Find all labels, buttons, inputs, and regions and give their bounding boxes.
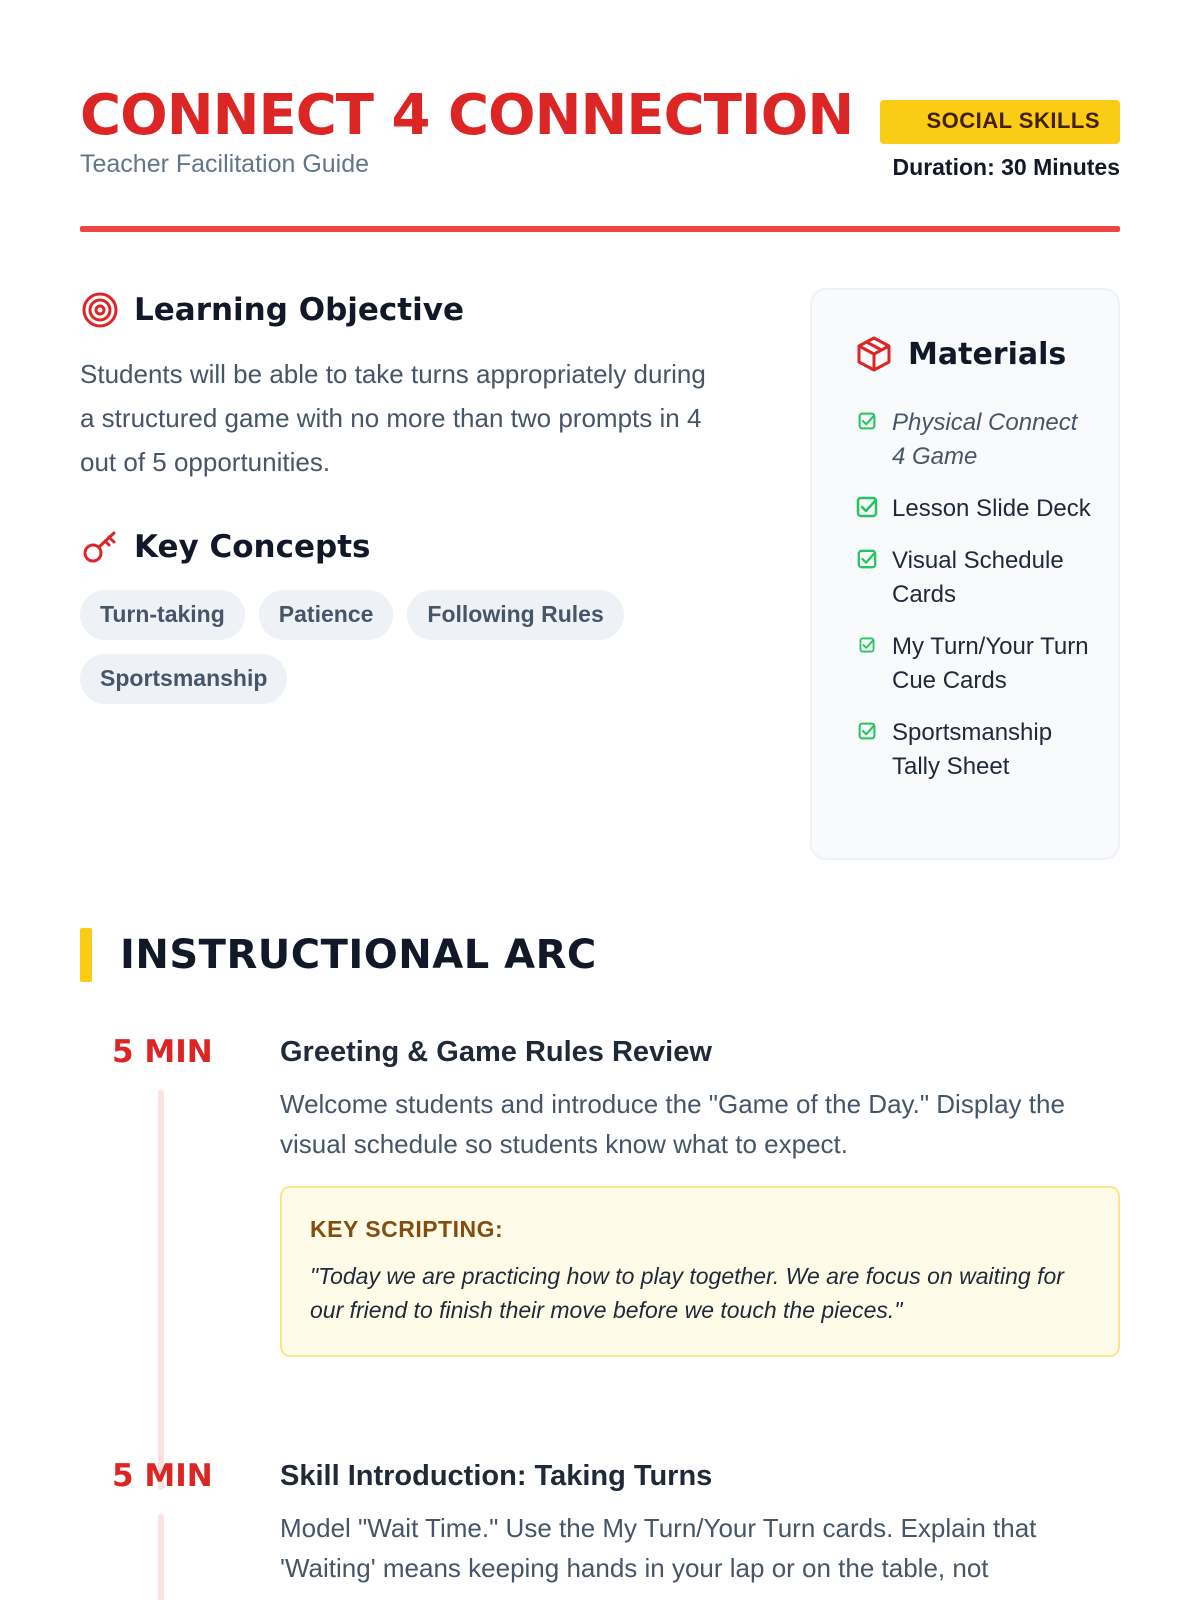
- check-square-icon: [854, 408, 880, 434]
- step-title: Skill Introduction: Taking Turns: [280, 1460, 713, 1492]
- learning-objective-text: Students will be able to take turns appropriately during a structured game with no more than two prompts in 4 out of 5 opportunities.: [80, 359, 706, 477]
- concept-chip: Turn-taking: [80, 590, 245, 640]
- materials-heading: [854, 334, 1066, 374]
- material-label: Lesson Slide Deck: [892, 495, 1091, 522]
- instructional-arc-heading: [80, 928, 597, 982]
- concept-chip: Sportsmanship: [80, 654, 287, 704]
- duration-label: Duration: 30 Minutes: [892, 154, 1120, 180]
- key-concepts-heading: [80, 527, 370, 567]
- check-square-icon: [854, 494, 880, 520]
- material-item: [854, 406, 1094, 474]
- key-icon: [80, 527, 120, 567]
- key-scripting-text: "Today we are practicing how to play together. We are focus on waiting for our friend to finish their move before we touch the pieces.": [310, 1263, 1064, 1323]
- step-duration: 5 MIN: [112, 1458, 213, 1494]
- material-label: Visual Schedule Cards: [892, 547, 1064, 608]
- material-label: Physical Connect 4 Game: [892, 409, 1078, 470]
- materials-title: Materials: [908, 336, 1067, 372]
- page-title: CONNECT 4 CONNECTION: [80, 83, 854, 148]
- key-scripting-box: [280, 1186, 1120, 1357]
- material-item: [854, 492, 1094, 526]
- check-square-icon: [854, 546, 880, 572]
- check-square-icon: [854, 632, 880, 658]
- key-scripting-label: KEY SCRIPTING:: [310, 1216, 504, 1242]
- material-label: My Turn/Your Turn Cue Cards: [892, 633, 1089, 694]
- material-item: [854, 716, 1094, 784]
- target-icon: [80, 290, 120, 330]
- step-duration: 5 MIN: [112, 1034, 213, 1070]
- concept-chip: Following Rules: [407, 590, 623, 640]
- step-description: Welcome students and introduce the "Game of the Day." Display the visual schedule so students know what to expect.: [280, 1089, 1065, 1159]
- timeline-connector: [158, 1090, 164, 1490]
- page-header: [80, 84, 1120, 184]
- category-badge: SOCIAL SKILLS: [880, 100, 1120, 144]
- facilitation-guide-page: [80, 0, 1120, 1600]
- materials-list: [854, 406, 1094, 802]
- learning-objective-heading: [80, 290, 464, 330]
- check-square-icon: [854, 718, 880, 744]
- box-icon: [854, 334, 894, 374]
- learning-objective-title: Learning Objective: [134, 292, 464, 328]
- material-item: [854, 630, 1094, 698]
- step-title: Greeting & Game Rules Review: [280, 1036, 712, 1068]
- key-concepts-list: [80, 590, 730, 704]
- instructional-arc-title: INSTRUCTIONAL ARC: [120, 932, 597, 978]
- concept-chip: Patience: [259, 590, 394, 640]
- material-item: [854, 544, 1094, 612]
- key-concepts-title: Key Concepts: [134, 529, 371, 565]
- material-label: Sportsmanship Tally Sheet: [892, 719, 1053, 780]
- step-description: Model "Wait Time." Use the My Turn/Your Turn cards. Explain that 'Waiting' means keeping hands in your lap or on the table, not: [280, 1513, 1037, 1583]
- materials-card: [810, 288, 1120, 860]
- header-divider: [80, 226, 1120, 232]
- section-accent-bar: [80, 928, 92, 982]
- page-subtitle: Teacher Facilitation Guide: [80, 150, 370, 178]
- timeline-connector: [158, 1514, 164, 1600]
